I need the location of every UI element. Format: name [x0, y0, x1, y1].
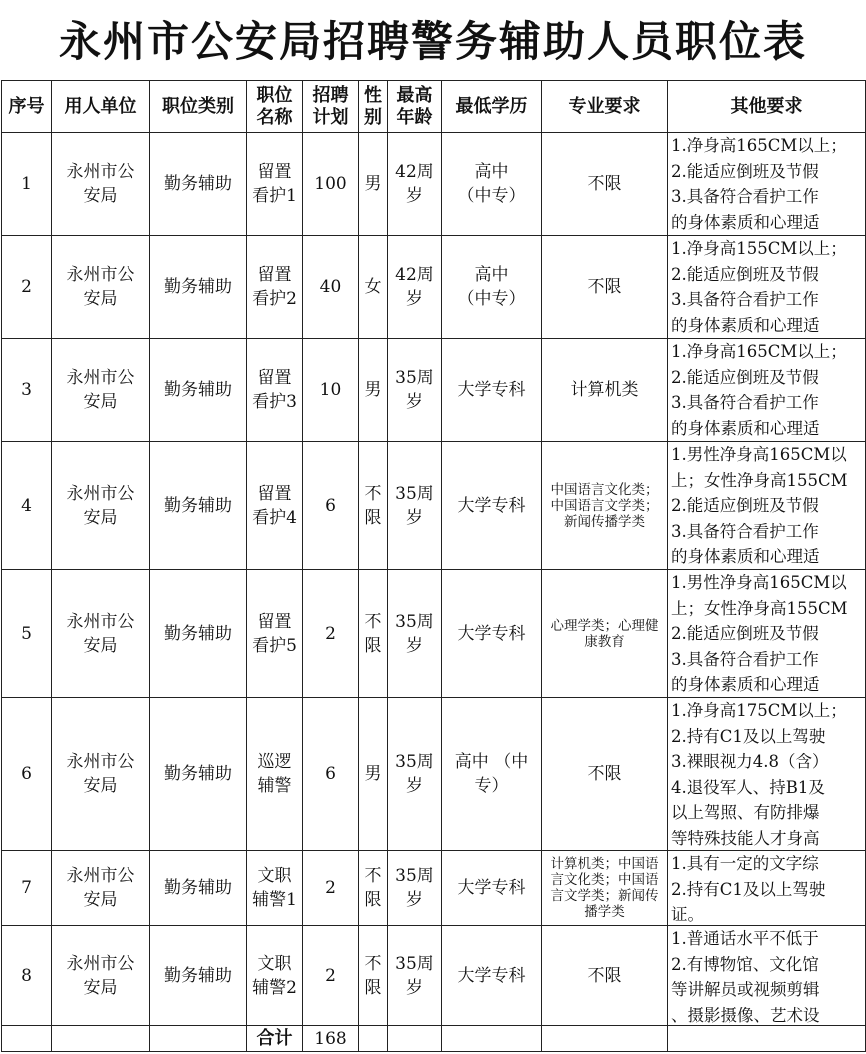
cell-unit [52, 926, 150, 1026]
cell-position [247, 236, 303, 339]
other-requirement-line: 3.具备符合看护工作 [671, 290, 819, 309]
cell-other [668, 339, 866, 442]
cell-position-line1: 文职 [257, 953, 292, 974]
cell-education-line1: 高中 [474, 265, 509, 285]
cell-education [442, 236, 542, 339]
cell-unit-line1: 永州市公 [66, 953, 135, 974]
other-requirement-line: 2.能适应倒班及节假 [671, 624, 819, 643]
cell-gender-line1: 不 [364, 866, 382, 886]
other-requirement-line: 2.能适应倒班及节假 [671, 161, 819, 181]
cell-unit-line2: 安局 [83, 186, 118, 206]
cell-seq: 7 [2, 851, 52, 926]
cell-education [442, 339, 542, 442]
page-title: 永州市公安局招聘警务辅助人员职位表 [58, 17, 807, 66]
cell-unit-line1: 永州市公 [66, 752, 135, 772]
empty-cell [388, 1026, 442, 1052]
cell-position-line1: 巡逻 [257, 752, 292, 772]
empty-cell [2, 1026, 52, 1052]
cell-education-line1: 大学专科 [457, 495, 526, 516]
cell-age [388, 339, 442, 442]
other-requirement-line: 上；女性净身高155CM [671, 470, 848, 490]
cell-major: 不限 [542, 926, 668, 1026]
cell-age-line2: 岁 [406, 635, 423, 656]
cell-gender-line2: 限 [364, 507, 382, 528]
header-unit: 用人单位 [52, 81, 150, 133]
cell-education-line1: 大学专科 [457, 623, 526, 644]
cell-unit-line1: 永州市公 [66, 483, 135, 504]
cell-age-line1: 35周 [395, 752, 434, 772]
header-plan-line1: 招聘 [312, 84, 349, 106]
cell-age-line1: 35周 [395, 368, 434, 388]
cell-education-line1: 大学专科 [457, 380, 526, 400]
cell-unit-line2: 安局 [83, 635, 118, 656]
header-plan [303, 81, 359, 133]
other-requirement-line: 证。 [671, 905, 704, 924]
header-seq: 序号 [2, 81, 52, 133]
empty-cell [668, 1026, 866, 1052]
cell-gender [359, 926, 388, 1026]
empty-cell [52, 1026, 150, 1052]
cell-position-line1: 留置 [257, 162, 292, 182]
cell-gender-value: 男 [364, 764, 382, 784]
cell-gender-value: 男 [364, 380, 382, 400]
header-major: 专业要求 [542, 81, 668, 133]
cell-seq: 2 [2, 236, 52, 339]
other-requirement-line: 2.能适应倒班及节假 [671, 264, 819, 284]
cell-gender-value: 女 [364, 277, 382, 297]
cell-plan: 100 [303, 133, 359, 236]
cell-plan: 6 [303, 442, 359, 570]
cell-age-line1: 35周 [395, 953, 434, 974]
empty-cell [150, 1026, 247, 1052]
cell-gender [359, 236, 388, 339]
cell-seq: 5 [2, 570, 52, 698]
cell-position [247, 442, 303, 570]
cell-gender [359, 570, 388, 698]
cell-plan: 40 [303, 236, 359, 339]
cell-other [668, 698, 866, 851]
cell-other [668, 570, 866, 698]
cell-category: 勤务辅助 [150, 698, 247, 851]
cell-position-line1: 文职 [257, 866, 292, 886]
cell-age [388, 698, 442, 851]
cell-seq: 4 [2, 442, 52, 570]
cell-category: 勤务辅助 [150, 442, 247, 570]
other-requirement-line: 的身体素质和心理适 [671, 675, 820, 694]
cell-other [668, 851, 866, 926]
cell-other [668, 236, 866, 339]
cell-position-line2: 看护4 [252, 507, 297, 528]
header-age-line1: 最高 [396, 84, 433, 106]
cell-age-line1: 35周 [395, 611, 434, 632]
header-category: 职位类别 [150, 81, 247, 133]
header-position-line2: 名称 [256, 106, 293, 128]
cell-major: 中国语言文化类；中国语言文学类；新闻传播学类 [542, 442, 668, 570]
cell-unit [52, 236, 150, 339]
table-row [2, 339, 866, 442]
other-requirement-line: 3.具备符合看护工作 [671, 521, 819, 541]
cell-gender-line1: 不 [364, 611, 382, 632]
cell-position-line2: 辅警 [257, 776, 292, 796]
cell-position [247, 570, 303, 698]
other-requirement-line: 的身体素质和心理适 [671, 315, 820, 335]
cell-education [442, 570, 542, 698]
other-requirement-line: 的身体素质和心理适 [671, 547, 820, 566]
cell-major: 不限 [542, 698, 668, 851]
header-position [247, 81, 303, 133]
cell-education [442, 442, 542, 570]
other-requirements [668, 133, 865, 234]
cell-position-line1: 留置 [257, 611, 292, 632]
other-requirement-line: 3.裸眼视力4.8（含） [671, 752, 829, 771]
other-requirements [668, 851, 865, 924]
cell-seq: 8 [2, 926, 52, 1026]
cell-unit-line2: 安局 [83, 392, 118, 412]
total-value: 168 [303, 1026, 359, 1052]
other-requirement-line: 2.能适应倒班及节假 [671, 367, 819, 387]
cell-gender [359, 698, 388, 851]
cell-education [442, 133, 542, 236]
other-requirement-line: 等讲解员或视频剪辑 [671, 980, 820, 999]
cell-gender-line1: 不 [364, 953, 382, 974]
cell-unit [52, 851, 150, 926]
other-requirement-line: 3.具备符合看护工作 [671, 393, 819, 412]
cell-unit [52, 698, 150, 851]
other-requirements [668, 236, 865, 337]
cell-age-line2: 岁 [406, 890, 423, 910]
table-row [2, 442, 866, 570]
cell-unit-line2: 安局 [83, 289, 118, 309]
cell-major: 心理学类；心理健康教育 [542, 570, 668, 698]
cell-unit-line1: 永州市公 [66, 866, 135, 886]
other-requirement-line: 、摄影摄像、艺术设 [671, 1005, 820, 1024]
cell-age-line2: 岁 [406, 186, 423, 206]
cell-gender-line2: 限 [364, 977, 382, 998]
header-plan-line2: 计划 [312, 106, 349, 128]
cell-gender [359, 339, 388, 442]
cell-age-line1: 42周 [395, 265, 434, 285]
other-requirement-line: 2.有博物馆、文化馆 [671, 954, 819, 974]
cell-unit-line2: 安局 [83, 507, 118, 528]
cell-age-line2: 岁 [406, 977, 423, 998]
cell-other [668, 442, 866, 570]
cell-age-line2: 岁 [406, 392, 423, 412]
cell-category: 勤务辅助 [150, 236, 247, 339]
cell-age [388, 133, 442, 236]
cell-seq: 6 [2, 698, 52, 851]
cell-category: 勤务辅助 [150, 133, 247, 236]
header-row [2, 81, 866, 133]
cell-age-line1: 35周 [395, 866, 434, 886]
cell-gender-line1: 不 [364, 483, 382, 504]
empty-cell [359, 1026, 388, 1052]
cell-position-line2: 看护5 [252, 635, 297, 656]
cell-education-line1: 高中 [474, 162, 509, 182]
header-gender-line2: 别 [364, 106, 382, 128]
other-requirement-line: 以上驾照、有防排爆 [671, 803, 820, 822]
total-row [2, 1026, 866, 1052]
cell-age [388, 851, 442, 926]
cell-category: 勤务辅助 [150, 339, 247, 442]
cell-other [668, 133, 866, 236]
empty-cell [542, 1026, 668, 1052]
other-requirements [668, 926, 865, 1024]
cell-unit [52, 442, 150, 570]
other-requirements [668, 339, 865, 440]
cell-education-line2: 专） [474, 776, 509, 796]
cell-unit [52, 339, 150, 442]
empty-cell [442, 1026, 542, 1052]
other-requirement-line: 1.净身高165CM以上； [671, 342, 847, 361]
cell-age [388, 926, 442, 1026]
header-age-line2: 年龄 [396, 106, 433, 128]
total-label: 合计 [247, 1026, 303, 1052]
cell-unit-line1: 永州市公 [66, 368, 135, 388]
other-requirement-line: 上；女性净身高155CM [671, 598, 848, 618]
other-requirements [668, 570, 865, 696]
header-gender-line1: 性 [364, 84, 382, 106]
table-row [2, 133, 866, 236]
cell-unit [52, 133, 150, 236]
cell-category: 勤务辅助 [150, 926, 247, 1026]
cell-seq: 1 [2, 133, 52, 236]
other-requirement-line: 等特殊技能人才身高 [671, 828, 820, 848]
cell-unit-line1: 永州市公 [66, 611, 135, 632]
cell-category: 勤务辅助 [150, 851, 247, 926]
header-position-line1: 职位 [256, 84, 293, 106]
other-requirements [668, 442, 865, 568]
cell-unit-line1: 永州市公 [66, 162, 135, 182]
cell-position [247, 926, 303, 1026]
other-requirement-line: 1.净身高175CM以上； [671, 701, 847, 720]
cell-age-line1: 42周 [395, 162, 434, 182]
other-requirement-line: 3.具备符合看护工作 [671, 187, 819, 206]
other-requirement-line: 1.普通话水平不低于 [671, 929, 819, 948]
cell-gender-line2: 限 [364, 635, 382, 656]
other-requirement-line: 4.退役军人、持B1及 [671, 777, 825, 797]
header-age [388, 81, 442, 133]
table-row [2, 926, 866, 1026]
cell-education-line1: 大学专科 [457, 878, 526, 898]
cell-position-line1: 留置 [257, 265, 292, 285]
other-requirement-line: 1.具有一定的文字综 [671, 854, 819, 873]
cell-age-line2: 岁 [406, 507, 423, 528]
cell-category: 勤务辅助 [150, 570, 247, 698]
cell-education-line1: 大学专科 [457, 965, 526, 986]
table-row [2, 236, 866, 339]
table-row [2, 851, 866, 926]
cell-position [247, 339, 303, 442]
cell-gender [359, 442, 388, 570]
cell-gender [359, 851, 388, 926]
cell-position-line1: 留置 [257, 368, 292, 388]
other-requirement-line: 2.能适应倒班及节假 [671, 496, 819, 515]
cell-plan: 2 [303, 570, 359, 698]
cell-other [668, 926, 866, 1026]
cell-plan: 2 [303, 926, 359, 1026]
positions-table [1, 80, 866, 1052]
cell-position [247, 851, 303, 926]
other-requirement-line: 的身体素质和心理适 [671, 418, 820, 438]
cell-position [247, 698, 303, 851]
header-other: 其他要求 [668, 81, 866, 133]
cell-major: 不限 [542, 133, 668, 236]
other-requirement-line: 1.净身高155CM以上； [671, 239, 847, 258]
cell-education [442, 698, 542, 851]
cell-position-line2: 辅警1 [252, 890, 297, 910]
cell-age [388, 570, 442, 698]
cell-position-line2: 看护1 [252, 186, 297, 206]
cell-age-line2: 岁 [406, 776, 423, 796]
cell-major: 计算机类；中国语言文化类；中国语言文学类；新闻传播学类 [542, 851, 668, 926]
other-requirement-line: 2.持有C1及以上驾驶 [671, 879, 826, 899]
cell-major: 计算机类 [542, 339, 668, 442]
other-requirement-line: 3.具备符合看护工作 [671, 649, 819, 669]
header-gender [359, 81, 388, 133]
cell-position-line2: 看护3 [252, 392, 297, 412]
cell-major: 不限 [542, 236, 668, 339]
other-requirement-line: 1.男性净身高165CM以 [671, 573, 847, 592]
other-requirement-line: 的身体素质和心理适 [671, 212, 820, 232]
cell-age [388, 236, 442, 339]
cell-education-line1: 高中 （中 [454, 752, 529, 772]
table-row [2, 698, 866, 851]
cell-gender-line2: 限 [364, 890, 382, 910]
other-requirement-line: 1.男性净身高165CM以 [671, 445, 847, 464]
other-requirement-line: 1.净身高165CM以上； [671, 136, 847, 155]
cell-education [442, 926, 542, 1026]
cell-position-line2: 看护2 [252, 289, 297, 309]
header-education: 最低学历 [442, 81, 542, 133]
other-requirements [668, 698, 865, 849]
cell-age-line2: 岁 [406, 289, 423, 309]
cell-age-line1: 35周 [395, 483, 434, 504]
cell-age [388, 442, 442, 570]
cell-education [442, 851, 542, 926]
cell-unit-line2: 安局 [83, 977, 118, 998]
cell-position-line1: 留置 [257, 483, 292, 504]
cell-plan: 2 [303, 851, 359, 926]
cell-position-line2: 辅警2 [252, 977, 297, 998]
cell-unit-line2: 安局 [83, 890, 118, 910]
cell-unit [52, 570, 150, 698]
cell-gender [359, 133, 388, 236]
cell-plan: 6 [303, 698, 359, 851]
cell-education-line2: （中专） [457, 186, 526, 206]
cell-position [247, 133, 303, 236]
cell-plan: 10 [303, 339, 359, 442]
cell-seq: 3 [2, 339, 52, 442]
other-requirement-line: 2.持有C1及以上驾驶 [671, 726, 826, 746]
table-row [2, 570, 866, 698]
cell-education-line2: （中专） [457, 289, 526, 309]
cell-gender-value: 男 [364, 174, 382, 194]
cell-unit-line1: 永州市公 [66, 265, 135, 285]
cell-unit-line2: 安局 [83, 776, 118, 796]
